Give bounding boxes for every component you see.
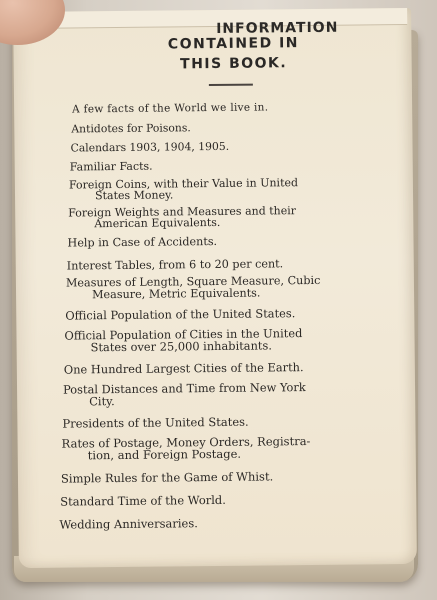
toc-item: Official Population of the United States. <box>65 306 296 323</box>
toc-item: Standard Time of the World. <box>60 492 226 509</box>
toc-item: Familiar Facts. <box>69 159 153 174</box>
toc-item: Foreign Weights and Measures and their American Equivalents. <box>68 204 297 231</box>
toc-item: Postal Distances and Time from New York City. <box>62 380 306 409</box>
toc-item: Calendars 1903, 1904, 1905. <box>70 139 230 155</box>
toc-item: Interest Tables, from 6 to 20 per cent. <box>66 257 284 273</box>
book-page <box>13 8 417 568</box>
toc-item: Rates of Postage, Money Orders, Registra- tion, and Foreign Postage. <box>61 434 311 463</box>
folded-page-strip <box>57 8 407 37</box>
heading-contained-in: CONTAINED IN <box>167 35 300 53</box>
toc-item: Wedding Anniversaries. <box>59 516 198 532</box>
toc-item: Presidents of the United States. <box>62 414 249 431</box>
toc-item: Antidotes for Poisons. <box>71 121 191 136</box>
toc-item: Help in Case of Accidents. <box>67 234 218 250</box>
cut-heading: INFORMATION <box>216 19 339 37</box>
toc-item: Official Population of Cities in the United States over 25,000 inhabitants. <box>64 326 303 355</box>
heading-this-book: THIS BOOK. <box>180 55 288 73</box>
toc-item: Simple Rules for the Game of Whist. <box>60 469 274 486</box>
toc-item: A few facts of the World we live in. <box>72 101 269 116</box>
toc-item: One Hundred Largest Cities of the Earth. <box>63 360 304 377</box>
toc-item: Foreign Coins, with their Value in United States Money. <box>68 176 299 203</box>
toc-item: Measures of Length, Square Measure, Cubic Measure, Metric Equivalents. <box>65 273 321 302</box>
heading-divider <box>209 84 253 86</box>
